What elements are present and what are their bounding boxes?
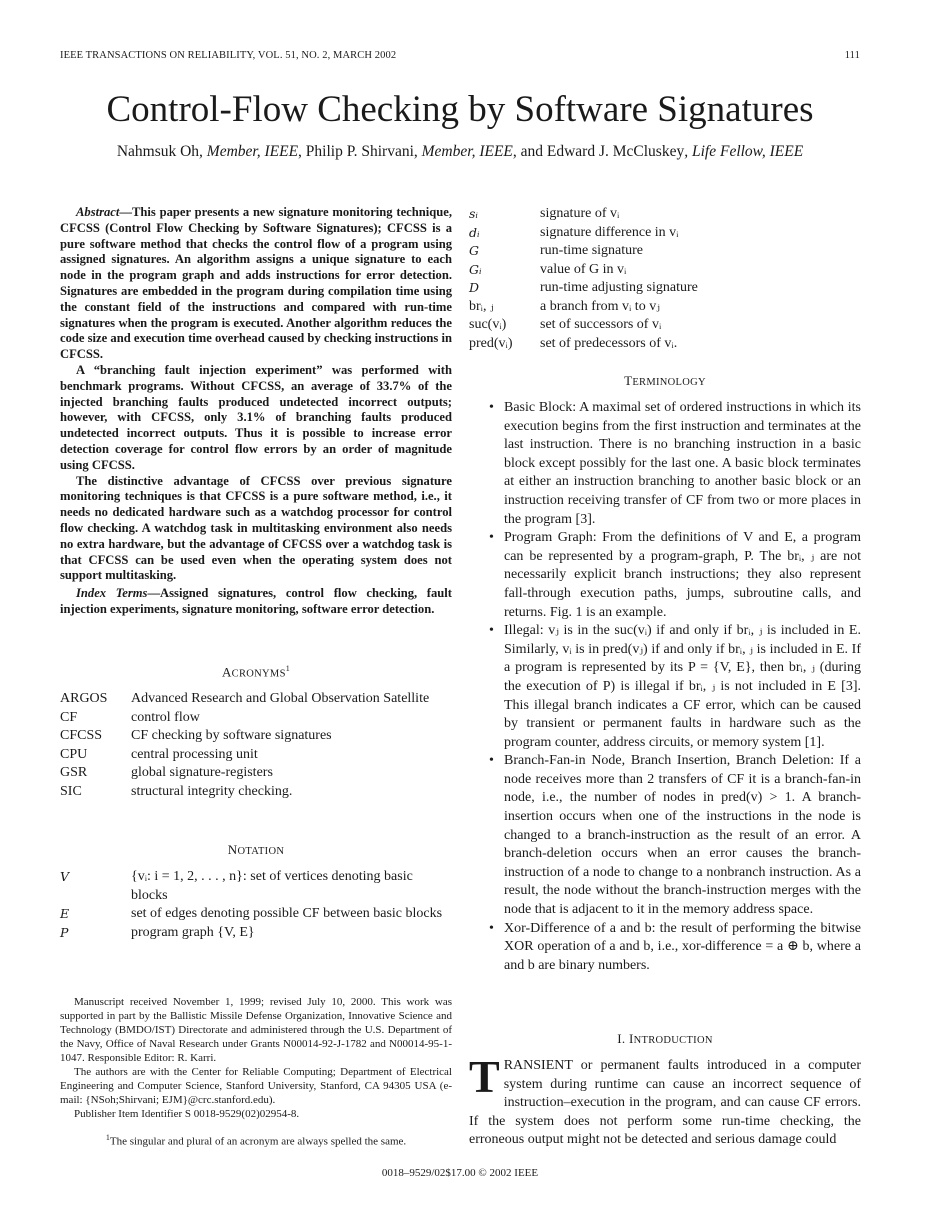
notation-key: suc(vᵢ) bbox=[469, 317, 507, 332]
index-terms-text: —Assigned signatures, control flow checking, fault injection experiments, signature monitoring, software error detection. bbox=[60, 586, 452, 616]
notation-value: set of edges denoting possible CF between basic blocks bbox=[131, 906, 443, 921]
author-1-role: , Member, IEEE bbox=[199, 143, 299, 160]
manuscript-note-2: The authors are with the Center for Reliable Computing; Department of Electrical Engineering and Computer Science, Stanford University, Stanford, CA 94305 USA (e-mail: {NSoh;Shirvani; EJM}@crc.stanford.edu). bbox=[60, 1066, 452, 1106]
introduction-heading-rest: NTRODUCTION bbox=[633, 1035, 713, 1046]
index-terms-paragraph bbox=[60, 586, 452, 618]
running-header bbox=[60, 50, 860, 61]
author-line bbox=[0, 143, 920, 161]
notation-table-continued bbox=[469, 205, 861, 353]
table-row bbox=[60, 746, 452, 765]
notation-value: program graph {V, E} bbox=[131, 924, 255, 940]
notation-key: dᵢ bbox=[469, 224, 480, 240]
notation-heading bbox=[60, 842, 452, 858]
author-2-role: Member, IEEE bbox=[421, 143, 513, 160]
notation-value: signature of vᵢ bbox=[540, 206, 620, 221]
acronym-value: global signature-registers bbox=[131, 765, 273, 780]
table-row bbox=[60, 868, 452, 905]
introduction-heading-cap: I bbox=[628, 1031, 634, 1046]
notation-value: {vᵢ: i = 1, 2, . . . , n}: set of vertices denoting basic blocks bbox=[131, 869, 413, 903]
acronym-value: Advanced Research and Global Observation Satellite bbox=[131, 691, 430, 706]
table-row bbox=[469, 298, 861, 317]
table-row bbox=[60, 905, 452, 924]
notation-value: value of G in vᵢ bbox=[540, 261, 627, 277]
table-row bbox=[469, 242, 861, 261]
abstract-paragraph-2: A “branching fault injection experiment” was performed with benchmark programs. Without CFCSS, an average of 33.7% of the injected branching faults produced undetected incorrect outputs; however, with CFCSS, only 3.1% of branching faults produced undetected incorrect outputs. Thus it is possible to increase error detection coverage for control flow errors by an order of magnitude using CFCSS. bbox=[60, 362, 452, 472]
introduction-text: RANSIENT or permanent faults introduced in a computer system during runtime can cause an incorrect sequence of instruction–execution in the program, and can cause CF errors. If the system does not perform some run-time checking, the erroneous output might not be detected and serious damage could bbox=[469, 1058, 861, 1148]
terminology-heading-rest: ERMINOLOGY bbox=[632, 377, 706, 388]
table-row bbox=[60, 924, 452, 943]
list-item: • Program Graph: From the definitions of V and E, a program can be represented by a program-graph, P. The brᵢ, ⱼ are not necessarily explicit branch instructions; they also represent fall-through execution paths, jumps, subroutine calls, and returns. Fig. 1 is an example. bbox=[469, 529, 861, 622]
terminology-list bbox=[469, 399, 861, 975]
notation-value: set of predecessors of vᵢ. bbox=[540, 335, 678, 351]
abstract-paragraph-1 bbox=[60, 205, 452, 363]
table-row bbox=[60, 709, 452, 728]
notation-table bbox=[60, 868, 452, 942]
notation-value: signature difference in vᵢ bbox=[540, 224, 679, 240]
table-row bbox=[60, 690, 452, 709]
table-row bbox=[469, 316, 861, 335]
terminology-heading bbox=[469, 373, 861, 389]
notation-value: a branch from vᵢ to vⱼ bbox=[540, 298, 660, 314]
abstract-p1-text: —This paper presents a new signature monitoring technique, CFCSS (Control Flow Checking by Software Signatures); CFCSS is a pure software method that checks the control flow of a program using assigned signatures. An algorithm assigns a unique signature to each node in the program graph and adds instructions for error detection. Signatures are embedded in the program during compilation time using the constant field of the instructions and compared with run-time signatures when the program is executed. Another algorithm reduces the code size and execution time overhead caused by checking instructions in CFCSS. bbox=[60, 205, 452, 362]
list-item: • Illegal: vⱼ is in the suc(vᵢ) if and only if brᵢ, ⱼ is included in E. Similarly, vᵢ is in pred(vⱼ) if and only if brᵢ, ⱼ is included in E. If a program is represented by its P = {V, E}, then brᵢ, ⱼ (during the execution of P) is illegal if brᵢ, ⱼ is not included in E [3]. This illegal branch indicates a CF error, which can be caused by transient or permanent faults in hardware such as the program counter, address circuits, or memory system [1]. bbox=[469, 622, 861, 752]
table-row bbox=[60, 727, 452, 746]
terminology-heading-cap: T bbox=[624, 373, 633, 388]
table-row bbox=[469, 205, 861, 224]
paper-title: Control-Flow Checking by Software Signatures bbox=[106, 89, 814, 130]
table-row bbox=[469, 335, 861, 354]
introduction-heading bbox=[469, 1031, 861, 1047]
notation-key: E bbox=[60, 906, 70, 921]
manuscript-note-3: Publisher Item Identifier S 0018-9529(02)02954-8. bbox=[74, 1108, 300, 1120]
manuscript-notes bbox=[60, 995, 452, 1121]
acronyms-heading bbox=[60, 664, 452, 680]
acronym-value: control flow bbox=[131, 709, 200, 725]
acronym-key: SIC bbox=[60, 783, 82, 799]
abstract bbox=[60, 205, 452, 584]
acronyms-heading-rest: CRONYMS bbox=[231, 668, 286, 680]
acronyms-footnote-mark: 1 bbox=[285, 664, 291, 673]
acronym-value: central processing unit bbox=[131, 746, 258, 762]
acronym-key: ARGOS bbox=[60, 691, 108, 706]
acronym-value: structural integrity checking. bbox=[131, 783, 293, 799]
notation-key: D bbox=[469, 280, 480, 295]
notation-value: run-time signature bbox=[540, 243, 644, 258]
notation-key: sᵢ bbox=[469, 206, 478, 221]
footnote-text: The singular and plural of an acronym are always spelled the same. bbox=[109, 1135, 407, 1148]
notation-key: P bbox=[60, 924, 69, 940]
journal-citation: IEEE TRANSACTIONS ON RELIABILITY, VOL. 51, NO. 2, MARCH 2002 bbox=[60, 50, 397, 61]
acronyms-heading-cap: A bbox=[221, 664, 232, 680]
list-item: • Basic Block: A maximal set of ordered instructions in which its execution begins from the first instruction and terminates at the last instruction. There is no branching instruction in a basic block except possibly for the last one. A basic block terminates at either an instruction branching to another basic block or an instruction receiving transfer of CF from two or more places in the program [3]. bbox=[469, 399, 861, 529]
footnote-mark: 1 bbox=[105, 1133, 110, 1142]
acronym-key: CF bbox=[60, 709, 78, 725]
index-terms-lead: Index Terms bbox=[76, 586, 148, 600]
abstract-lead: Abstract bbox=[76, 205, 120, 219]
acronym-value: CF checking by software signatures bbox=[131, 728, 332, 743]
abstract-paragraph-3: The distinctive advantage of CFCSS over previous signature monitoring techniques is that CFCSS is a pure software method, i.e., it needs no dedicated hardware such as a watchdog processor for control flow checking. A watchdog task in multitasking environment also needs no extra hardware, but the advantage of CFCSS over a watchdog task is that CFCSS can be used even when the operating system does not support multitasking. bbox=[60, 473, 452, 583]
notation-value: run-time adjusting signature bbox=[540, 280, 698, 295]
notation-heading-cap: N bbox=[227, 842, 238, 857]
notation-key: Gᵢ bbox=[469, 261, 482, 277]
notation-heading-rest: OTATION bbox=[237, 846, 285, 857]
acronym-key: GSR bbox=[60, 765, 88, 780]
notation-value: set of successors of vᵢ bbox=[540, 317, 662, 332]
notation-key: brᵢ, ⱼ bbox=[469, 298, 494, 314]
acronym-key: CFCSS bbox=[60, 728, 103, 743]
drop-cap: T bbox=[469, 1051, 500, 1102]
acronym-key: CPU bbox=[60, 746, 88, 762]
table-row bbox=[469, 224, 861, 243]
notation-key: G bbox=[469, 243, 479, 258]
table-row bbox=[60, 783, 452, 802]
copyright-line: 0018–9529/02$17.00 © 2002 IEEE bbox=[381, 1167, 539, 1179]
table-row bbox=[469, 261, 861, 280]
notation-key: V bbox=[60, 869, 70, 884]
author-1-name: Nahmsuk Oh bbox=[116, 143, 200, 160]
author-3-role: , Life Fellow, IEEE bbox=[684, 143, 804, 160]
index-terms bbox=[60, 586, 452, 618]
manuscript-note-1: Manuscript received November 1, 1999; revised July 10, 2000. This work was supported in part by the Ballistic Missile Defense Organization, Innovative Science and Technology (BMDO/IST) Directorate and administered through the U.S. Department of the Navy, Office of Naval Research under Grants N00014-92-J-1782 and N00014-95-1-1047. Responsible Editor: R. Karri. bbox=[60, 996, 452, 1064]
introduction-body bbox=[469, 1051, 861, 1150]
table-row bbox=[60, 764, 452, 783]
table-row bbox=[469, 279, 861, 298]
author-2-name: , Philip P. Shirvani, bbox=[298, 143, 422, 160]
page-number: 111 bbox=[844, 50, 860, 61]
introduction-heading-num: I. bbox=[617, 1031, 629, 1046]
list-item: • Xor-Difference of a and b: the result of performing the bitwise XOR operation of a and b, i.e., xor-difference = a ⊕ b, where a and b are binary numbers. bbox=[469, 920, 861, 976]
list-item: • Branch-Fan-in Node, Branch Insertion, Branch Deletion: If a node receives more than 2 transfers of CF it is a branch-fan-in node, i.e., the number of nodes in pred(v) > 1. A branch-insertion occurs when one of the instructions in the node is changed to a branch-instruction as the result of an error. A branch-deletion occurs when an error causes the branch-instruction of a node to change to a nonbranch instruction. As a result, the node without the branch-instruction merges with the node that is adjacent to it in the memory address space. bbox=[469, 752, 861, 919]
author-3-name: , and Edward J. McCluskey bbox=[512, 143, 685, 160]
acronym-footnote bbox=[60, 1133, 452, 1148]
acronyms-table bbox=[60, 690, 452, 801]
notation-key: pred(vᵢ) bbox=[469, 335, 513, 351]
